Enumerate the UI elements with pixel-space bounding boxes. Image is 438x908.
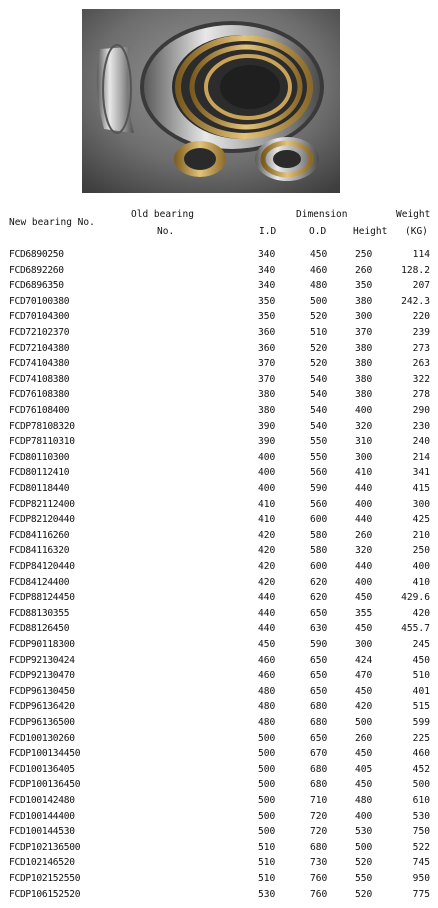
outer-diameter-cell: 480 xyxy=(310,280,328,292)
new-bearing-no-cell: FCDP100134450 xyxy=(9,748,81,760)
outer-diameter-cell: 580 xyxy=(310,545,328,557)
weight-cell: 950 xyxy=(412,873,430,884)
inner-diameter-cell: 500 xyxy=(258,779,276,791)
outer-diameter-cell: 510 xyxy=(310,327,328,338)
weight-cell: 240 xyxy=(412,436,430,448)
header-od: O.D xyxy=(309,226,327,237)
table-row xyxy=(0,857,438,873)
height-cell: 470 xyxy=(355,670,373,682)
new-bearing-no-cell: FCD74104380 xyxy=(9,358,70,370)
new-bearing-no-cell: FCD80112410 xyxy=(9,467,70,479)
table-row xyxy=(0,795,438,811)
new-bearing-no-cell: FCDP92130470 xyxy=(9,670,75,682)
new-bearing-no-cell: FCD84124400 xyxy=(9,576,70,588)
weight-cell: 220 xyxy=(412,311,430,323)
weight-cell: 500 xyxy=(412,779,430,791)
weight-cell: 250 xyxy=(412,545,430,557)
table-row xyxy=(0,296,438,312)
outer-diameter-cell: 540 xyxy=(310,405,328,416)
height-cell: 530 xyxy=(355,826,373,838)
table-row xyxy=(0,436,438,452)
new-bearing-no-cell: FCD100142480 xyxy=(9,795,75,806)
weight-cell: 263 xyxy=(412,358,430,370)
weight-cell: 599 xyxy=(412,717,430,728)
height-cell: 380 xyxy=(355,373,373,385)
new-bearing-no-cell: FCDP102136500 xyxy=(9,841,81,853)
table-row xyxy=(0,639,438,655)
inner-diameter-cell: 350 xyxy=(258,295,276,307)
new-bearing-no-cell: FCD6890250 xyxy=(9,249,64,260)
table-row xyxy=(0,530,438,546)
new-bearing-no-cell: FCD100144400 xyxy=(9,810,75,822)
inner-diameter-cell: 400 xyxy=(258,451,276,463)
table-row xyxy=(0,249,438,265)
inner-diameter-cell: 510 xyxy=(258,841,276,853)
new-bearing-no-cell: FCDP106152520 xyxy=(9,888,81,900)
inner-diameter-cell: 360 xyxy=(258,327,276,338)
table-row xyxy=(0,561,438,577)
outer-diameter-cell: 650 xyxy=(310,685,328,697)
new-bearing-no-cell: FCD88126450 xyxy=(9,623,70,635)
header-dimension: Dimension xyxy=(296,209,348,220)
new-bearing-no-cell: FCD100144530 xyxy=(9,826,75,838)
inner-diameter-cell: 420 xyxy=(258,576,276,588)
inner-diameter-cell: 340 xyxy=(258,264,276,276)
outer-diameter-cell: 560 xyxy=(310,498,328,510)
height-cell: 420 xyxy=(355,701,373,713)
weight-cell: 515 xyxy=(412,701,430,713)
table-row xyxy=(0,811,438,827)
outer-diameter-cell: 680 xyxy=(310,763,328,775)
table-row xyxy=(0,483,438,499)
weight-cell: 425 xyxy=(412,514,430,526)
new-bearing-no-cell: FCDP92130424 xyxy=(9,654,75,666)
weight-cell: 460 xyxy=(412,748,430,760)
inner-diameter-cell: 440 xyxy=(258,623,276,635)
outer-diameter-cell: 460 xyxy=(310,264,328,276)
table-row xyxy=(0,655,438,671)
new-bearing-no-cell: FCD70100380 xyxy=(9,295,70,307)
height-cell: 400 xyxy=(355,810,373,822)
inner-diameter-cell: 500 xyxy=(258,810,276,822)
inner-diameter-cell: 450 xyxy=(258,639,276,650)
weight-cell: 420 xyxy=(412,607,430,619)
table-row xyxy=(0,514,438,530)
height-cell: 440 xyxy=(355,483,373,494)
inner-diameter-cell: 410 xyxy=(258,498,276,510)
height-cell: 320 xyxy=(355,420,373,432)
height-cell: 400 xyxy=(355,405,373,416)
weight-cell: 273 xyxy=(412,342,430,354)
height-cell: 424 xyxy=(355,654,373,666)
height-cell: 500 xyxy=(355,717,373,728)
height-cell: 400 xyxy=(355,576,373,588)
outer-diameter-cell: 450 xyxy=(310,249,328,260)
outer-diameter-cell: 600 xyxy=(310,514,328,526)
height-cell: 320 xyxy=(355,545,373,557)
inner-diameter-cell: 340 xyxy=(258,249,276,260)
outer-diameter-cell: 670 xyxy=(310,748,328,760)
table-row xyxy=(0,608,438,624)
inner-diameter-cell: 460 xyxy=(258,654,276,666)
inner-diameter-cell: 400 xyxy=(258,467,276,479)
new-bearing-no-cell: FCDP96130450 xyxy=(9,685,75,697)
header-id: I.D xyxy=(259,226,277,237)
outer-diameter-cell: 520 xyxy=(310,311,328,323)
weight-cell: 530 xyxy=(412,810,430,822)
weight-cell: 400 xyxy=(412,561,430,572)
bearing-product-photo xyxy=(82,9,340,193)
new-bearing-no-cell: FCDP96136500 xyxy=(9,717,75,728)
inner-diameter-cell: 380 xyxy=(258,405,276,416)
table-row xyxy=(0,405,438,421)
height-cell: 350 xyxy=(355,280,373,292)
inner-diameter-cell: 380 xyxy=(258,389,276,401)
new-bearing-no-cell: FCD76108380 xyxy=(9,389,70,401)
height-cell: 250 xyxy=(355,249,373,260)
table-row xyxy=(0,873,438,889)
table-row xyxy=(0,467,438,483)
new-bearing-no-cell: FCDP78108320 xyxy=(9,420,75,432)
weight-cell: 610 xyxy=(412,795,430,806)
weight-cell: 750 xyxy=(412,826,430,838)
inner-diameter-cell: 510 xyxy=(258,857,276,869)
height-cell: 300 xyxy=(355,311,373,323)
height-cell: 300 xyxy=(355,639,373,650)
height-cell: 260 xyxy=(355,529,373,541)
weight-cell: 278 xyxy=(412,389,430,401)
weight-cell: 245 xyxy=(412,639,430,650)
outer-diameter-cell: 550 xyxy=(310,451,328,463)
weight-cell: 214 xyxy=(412,451,430,463)
new-bearing-no-cell: FCD76108400 xyxy=(9,405,70,416)
new-bearing-no-cell: FCDP78110310 xyxy=(9,436,75,448)
new-bearing-no-cell: FCDP82120440 xyxy=(9,514,75,526)
outer-diameter-cell: 650 xyxy=(310,732,328,744)
new-bearing-no-cell: FCD72104380 xyxy=(9,342,70,354)
weight-cell: 522 xyxy=(412,841,430,853)
inner-diameter-cell: 370 xyxy=(258,358,276,370)
height-cell: 450 xyxy=(355,623,373,635)
outer-diameter-cell: 650 xyxy=(310,607,328,619)
table-row xyxy=(0,826,438,842)
table-row xyxy=(0,358,438,374)
outer-diameter-cell: 620 xyxy=(310,592,328,604)
height-cell: 550 xyxy=(355,873,373,884)
header-weight: Weight xyxy=(396,209,431,220)
new-bearing-no-cell: FCDP96136420 xyxy=(9,701,75,713)
new-bearing-no-cell: FCD6892260 xyxy=(9,264,64,276)
height-cell: 380 xyxy=(355,358,373,370)
height-cell: 310 xyxy=(355,436,373,448)
inner-diameter-cell: 500 xyxy=(258,826,276,838)
outer-diameter-cell: 620 xyxy=(310,576,328,588)
height-cell: 520 xyxy=(355,857,373,869)
height-cell: 400 xyxy=(355,498,373,510)
outer-diameter-cell: 590 xyxy=(310,639,328,650)
weight-cell: 452 xyxy=(412,763,430,775)
outer-diameter-cell: 550 xyxy=(310,436,328,448)
table-row xyxy=(0,577,438,593)
height-cell: 450 xyxy=(355,748,373,760)
outer-diameter-cell: 540 xyxy=(310,420,328,432)
weight-cell: 300 xyxy=(412,498,430,510)
height-cell: 405 xyxy=(355,763,373,775)
inner-diameter-cell: 530 xyxy=(258,888,276,900)
weight-cell: 341 xyxy=(412,467,430,479)
height-cell: 380 xyxy=(355,342,373,354)
height-cell: 440 xyxy=(355,514,373,526)
new-bearing-no-cell: FCDP100136450 xyxy=(9,779,81,791)
outer-diameter-cell: 680 xyxy=(310,717,328,728)
inner-diameter-cell: 480 xyxy=(258,701,276,713)
table-row xyxy=(0,592,438,608)
weight-cell: 242.3 xyxy=(401,295,430,307)
weight-cell: 210 xyxy=(412,529,430,541)
outer-diameter-cell: 730 xyxy=(310,857,328,869)
table-row xyxy=(0,623,438,639)
table-row xyxy=(0,842,438,858)
weight-cell: 225 xyxy=(412,732,430,744)
inner-diameter-cell: 340 xyxy=(258,280,276,292)
height-cell: 380 xyxy=(355,389,373,401)
new-bearing-no-cell: FCD100130260 xyxy=(9,732,75,744)
outer-diameter-cell: 720 xyxy=(310,810,328,822)
outer-diameter-cell: 540 xyxy=(310,373,328,385)
new-bearing-no-cell: FCD102146520 xyxy=(9,857,75,869)
weight-cell: 450 xyxy=(412,654,430,666)
inner-diameter-cell: 420 xyxy=(258,529,276,541)
table-row xyxy=(0,343,438,359)
weight-cell: 230 xyxy=(412,420,430,432)
height-cell: 260 xyxy=(355,264,373,276)
weight-cell: 410 xyxy=(412,576,430,588)
header-kg: (KG) xyxy=(405,226,428,237)
new-bearing-no-cell: FCD84116260 xyxy=(9,529,70,541)
new-bearing-no-cell: FCD100136405 xyxy=(9,763,75,775)
height-cell: 355 xyxy=(355,607,373,619)
table-row xyxy=(0,779,438,795)
height-cell: 450 xyxy=(355,685,373,697)
table-row xyxy=(0,389,438,405)
outer-diameter-cell: 710 xyxy=(310,795,328,806)
weight-cell: 455.7 xyxy=(401,623,430,635)
table-row xyxy=(0,717,438,733)
inner-diameter-cell: 500 xyxy=(258,748,276,760)
inner-diameter-cell: 500 xyxy=(258,732,276,744)
new-bearing-no-cell: FCD88130355 xyxy=(9,607,70,619)
height-cell: 370 xyxy=(355,327,373,338)
table-row xyxy=(0,374,438,390)
table-row xyxy=(0,764,438,780)
table-row xyxy=(0,670,438,686)
height-cell: 500 xyxy=(355,841,373,853)
weight-cell: 128.2 xyxy=(401,264,430,276)
outer-diameter-cell: 590 xyxy=(310,483,328,494)
table-row xyxy=(0,545,438,561)
outer-diameter-cell: 630 xyxy=(310,623,328,635)
outer-diameter-cell: 680 xyxy=(310,779,328,791)
height-cell: 480 xyxy=(355,795,373,806)
outer-diameter-cell: 760 xyxy=(310,888,328,900)
table-row xyxy=(0,733,438,749)
outer-diameter-cell: 680 xyxy=(310,701,328,713)
inner-diameter-cell: 440 xyxy=(258,592,276,604)
outer-diameter-cell: 520 xyxy=(310,342,328,354)
table-row xyxy=(0,265,438,281)
height-cell: 300 xyxy=(355,451,373,463)
header-old-bearing-no: No. xyxy=(157,226,175,237)
new-bearing-no-cell: FCD6896350 xyxy=(9,280,64,292)
inner-diameter-cell: 420 xyxy=(258,561,276,572)
height-cell: 520 xyxy=(355,888,373,900)
outer-diameter-cell: 560 xyxy=(310,467,328,479)
weight-cell: 745 xyxy=(412,857,430,869)
inner-diameter-cell: 350 xyxy=(258,311,276,323)
inner-diameter-cell: 480 xyxy=(258,717,276,728)
height-cell: 440 xyxy=(355,561,373,572)
outer-diameter-cell: 650 xyxy=(310,654,328,666)
inner-diameter-cell: 410 xyxy=(258,514,276,526)
outer-diameter-cell: 540 xyxy=(310,389,328,401)
inner-diameter-cell: 420 xyxy=(258,545,276,557)
inner-diameter-cell: 500 xyxy=(258,795,276,806)
new-bearing-no-cell: FCD70104300 xyxy=(9,311,70,323)
outer-diameter-cell: 580 xyxy=(310,529,328,541)
new-bearing-no-cell: FCD74108380 xyxy=(9,373,70,385)
new-bearing-no-cell: FCD80118440 xyxy=(9,483,70,494)
header-height: Height xyxy=(353,226,388,237)
new-bearing-no-cell: FCD72102370 xyxy=(9,327,70,338)
weight-cell: 290 xyxy=(412,405,430,416)
inner-diameter-cell: 370 xyxy=(258,373,276,385)
header-old-bearing: Old bearing xyxy=(131,209,194,220)
table-row xyxy=(0,452,438,468)
table-row xyxy=(0,421,438,437)
outer-diameter-cell: 600 xyxy=(310,561,328,572)
weight-cell: 775 xyxy=(412,888,430,900)
new-bearing-no-cell: FCDP88124450 xyxy=(9,592,75,604)
height-cell: 450 xyxy=(355,779,373,791)
weight-cell: 322 xyxy=(412,373,430,385)
weight-cell: 207 xyxy=(412,280,430,292)
outer-diameter-cell: 520 xyxy=(310,358,328,370)
height-cell: 380 xyxy=(355,295,373,307)
inner-diameter-cell: 480 xyxy=(258,685,276,697)
new-bearing-no-cell: FCD84116320 xyxy=(9,545,70,557)
weight-cell: 415 xyxy=(412,483,430,494)
table-row xyxy=(0,280,438,296)
outer-diameter-cell: 720 xyxy=(310,826,328,838)
inner-diameter-cell: 500 xyxy=(258,763,276,775)
table-row xyxy=(0,499,438,515)
new-bearing-no-cell: FCDP90118300 xyxy=(9,639,75,650)
height-cell: 410 xyxy=(355,467,373,479)
weight-cell: 429.6 xyxy=(401,592,430,604)
table-row xyxy=(0,311,438,327)
outer-diameter-cell: 500 xyxy=(310,295,328,307)
weight-cell: 510 xyxy=(412,670,430,682)
inner-diameter-cell: 460 xyxy=(258,670,276,682)
table-row xyxy=(0,748,438,764)
inner-diameter-cell: 390 xyxy=(258,436,276,448)
table-row xyxy=(0,686,438,702)
new-bearing-no-cell: FCDP102152550 xyxy=(9,873,81,884)
table-row xyxy=(0,327,438,343)
inner-diameter-cell: 390 xyxy=(258,420,276,432)
table-row xyxy=(0,701,438,717)
inner-diameter-cell: 400 xyxy=(258,483,276,494)
weight-cell: 401 xyxy=(412,685,430,697)
weight-cell: 114 xyxy=(412,249,430,260)
height-cell: 260 xyxy=(355,732,373,744)
weight-cell: 239 xyxy=(412,327,430,338)
inner-diameter-cell: 510 xyxy=(258,873,276,884)
inner-diameter-cell: 360 xyxy=(258,342,276,354)
outer-diameter-cell: 680 xyxy=(310,841,328,853)
outer-diameter-cell: 650 xyxy=(310,670,328,682)
new-bearing-no-cell: FCDP82112400 xyxy=(9,498,75,510)
outer-diameter-cell: 760 xyxy=(310,873,328,884)
new-bearing-no-cell: FCDP84120440 xyxy=(9,561,75,572)
table-row xyxy=(0,889,438,905)
inner-diameter-cell: 440 xyxy=(258,607,276,619)
height-cell: 450 xyxy=(355,592,373,604)
header-new-bearing: New bearing No. xyxy=(9,217,95,228)
new-bearing-no-cell: FCD80110300 xyxy=(9,451,70,463)
